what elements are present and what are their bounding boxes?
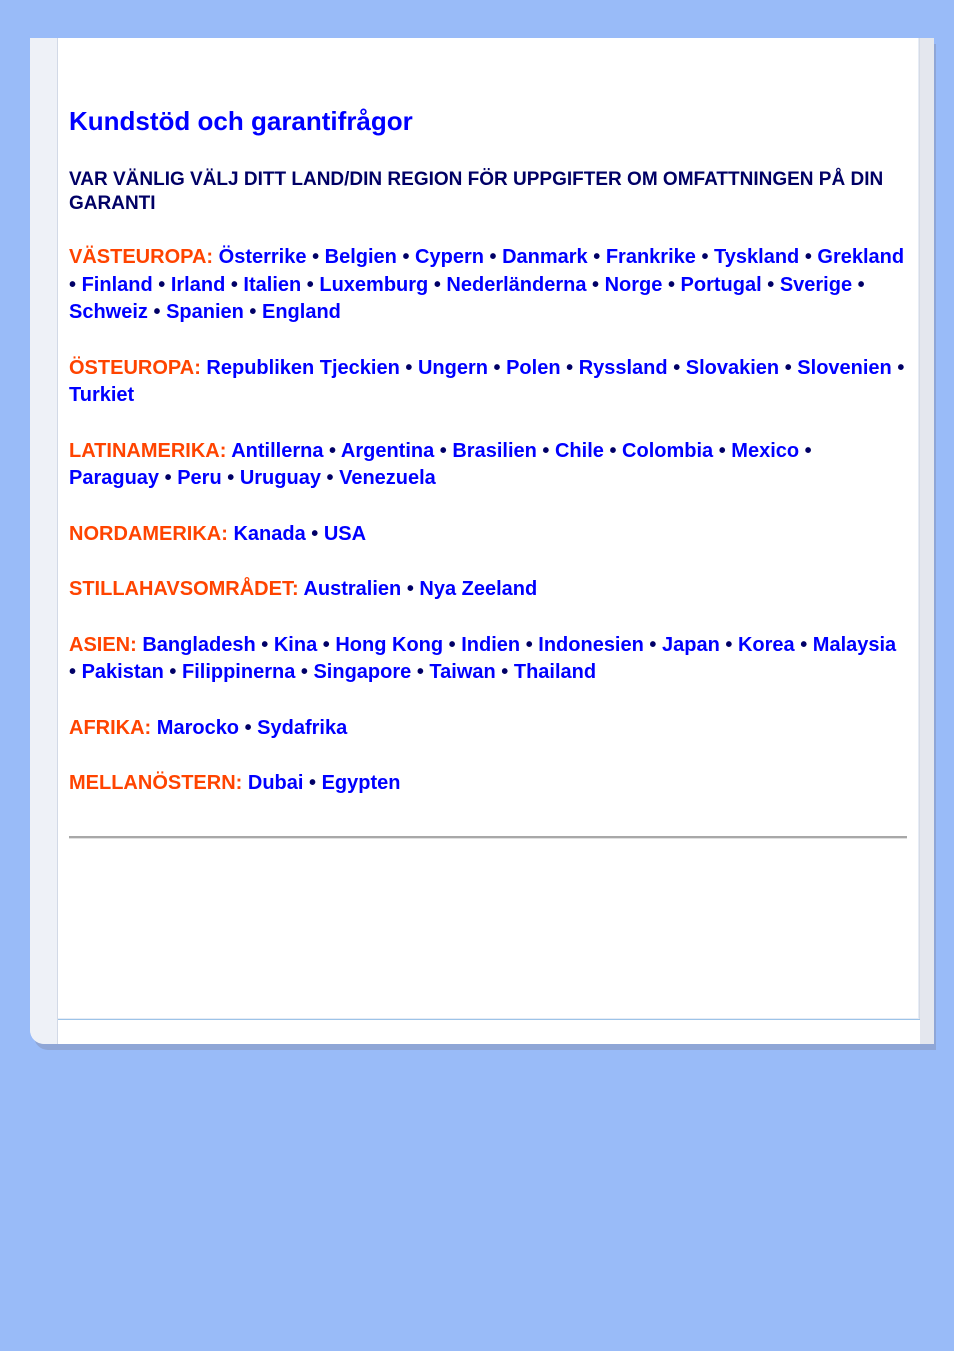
region-list <box>69 244 907 798</box>
bullet-separator: • <box>725 633 733 656</box>
country-link[interactable]: Colombia <box>622 439 714 462</box>
country-link[interactable]: Österrike <box>218 246 307 268</box>
bullet-separator: • <box>406 578 414 600</box>
bullet-separator: • <box>593 246 601 268</box>
bullet-separator: • <box>673 356 681 379</box>
country-link[interactable]: Filippinerna <box>181 661 296 683</box>
bullet-separator: • <box>784 356 792 379</box>
bullet-separator: • <box>306 273 314 296</box>
country-link[interactable]: Venezuela <box>339 467 436 489</box>
page-title: Kundstöd och garantifrågor <box>69 106 413 136</box>
country-link[interactable]: Norge <box>604 273 663 296</box>
country-link[interactable]: Argentina <box>340 439 435 462</box>
country-link[interactable]: Taiwan <box>429 661 496 683</box>
bullet-separator: • <box>230 273 238 296</box>
instruction-text: VAR VÄNLIG VÄLJ DITT LAND/DIN REGION FÖR UPPGIFTER OM OMFATTNINGEN PÅ DIN GARANTI <box>69 169 884 214</box>
country-link[interactable]: Australien <box>303 578 402 600</box>
bullet-separator: • <box>158 273 166 296</box>
main-content <box>69 104 907 798</box>
country-link[interactable]: Danmark <box>502 246 588 268</box>
region-block <box>69 438 907 493</box>
region-label: MELLANÖSTERN: <box>69 772 243 794</box>
bullet-separator: • <box>312 246 320 268</box>
region-label: ÖSTEUROPA: <box>69 356 201 379</box>
country-link[interactable]: Pakistan <box>81 661 164 683</box>
bullet-separator: • <box>164 467 172 489</box>
bullet-separator: • <box>609 439 617 462</box>
country-link[interactable]: Chile <box>554 439 604 462</box>
bullet-separator: • <box>767 273 775 296</box>
country-link[interactable]: Brasilien <box>452 439 537 462</box>
region-block <box>69 632 907 687</box>
bullet-separator: • <box>69 661 77 683</box>
region-label: VÄSTEUROPA: <box>69 246 214 268</box>
region-block <box>69 715 907 743</box>
left-margin-rail <box>30 38 58 1044</box>
bullet-separator: • <box>261 633 269 656</box>
country-link[interactable]: Ryssland <box>578 356 668 379</box>
country-link[interactable]: Hong Kong <box>335 633 444 656</box>
region-block <box>69 770 907 798</box>
country-link[interactable]: Frankrike <box>605 246 696 268</box>
bullet-separator: • <box>416 661 424 683</box>
bullet-separator: • <box>405 356 413 379</box>
region-block <box>69 521 907 549</box>
country-link[interactable]: Finland <box>81 273 153 296</box>
bullet-separator: • <box>592 273 600 296</box>
country-link[interactable]: Turkiet <box>69 384 135 406</box>
country-link[interactable]: Ungern <box>417 356 488 379</box>
bottom-strip <box>58 1019 920 1044</box>
bullet-separator: • <box>300 661 308 683</box>
country-link[interactable]: Nya Zeeland <box>419 578 538 600</box>
bullet-separator: • <box>649 633 657 656</box>
country-link[interactable]: Japan <box>661 633 720 656</box>
country-link[interactable]: Thailand <box>513 661 597 683</box>
country-link[interactable]: Tyskland <box>714 246 800 268</box>
bullet-separator: • <box>244 716 252 739</box>
country-link[interactable]: Slovakien <box>685 356 780 379</box>
bullet-separator: • <box>493 356 501 379</box>
region-label: STILLAHAVSOMRÅDET: <box>69 578 299 600</box>
bullet-separator: • <box>448 633 456 656</box>
bullet-separator: • <box>701 246 709 268</box>
country-link[interactable]: Dubai <box>247 772 304 794</box>
country-link[interactable]: Luxemburg <box>319 273 429 296</box>
country-link[interactable]: Indien <box>461 633 521 656</box>
bullet-separator: • <box>169 661 177 683</box>
country-link[interactable]: Sydafrika <box>257 716 348 739</box>
bullet-separator: • <box>311 522 319 545</box>
country-link[interactable]: Belgien <box>324 246 397 268</box>
bullet-separator: • <box>667 273 675 296</box>
bullet-separator: • <box>804 439 812 462</box>
bottom-divider <box>69 836 907 839</box>
bullet-separator: • <box>501 661 509 683</box>
country-link[interactable]: Irland <box>170 273 226 296</box>
region-block <box>69 355 907 410</box>
region-block <box>69 576 907 604</box>
bullet-separator: • <box>439 439 447 462</box>
bullet-separator: • <box>857 273 865 296</box>
country-link[interactable]: Egypten <box>321 772 401 794</box>
country-link[interactable]: Mexico <box>731 439 800 462</box>
bullet-separator: • <box>249 301 257 323</box>
bullet-separator: • <box>718 439 726 462</box>
region-label: ASIEN: <box>69 633 137 656</box>
country-link[interactable]: Singapore <box>313 661 412 683</box>
country-link[interactable]: Antillerna <box>231 439 324 462</box>
country-link[interactable]: Bangladesh <box>142 633 256 656</box>
bullet-separator: • <box>525 633 533 656</box>
bullet-separator: • <box>322 633 330 656</box>
bullet-separator: • <box>433 273 441 296</box>
country-link[interactable]: Uruguay <box>239 467 321 489</box>
country-link[interactable]: Schweiz <box>69 301 148 323</box>
bullet-separator: • <box>329 439 337 462</box>
bullet-separator: • <box>566 356 574 379</box>
country-link[interactable]: Paraguay <box>69 467 160 489</box>
country-link[interactable]: Grekland <box>817 246 905 268</box>
country-link[interactable]: Kanada <box>233 522 306 545</box>
region-label: NORDAMERIKA: <box>69 522 228 545</box>
country-link[interactable]: Sverige <box>779 273 853 296</box>
region-block <box>69 244 907 327</box>
bullet-separator: • <box>309 772 317 794</box>
country-link[interactable]: Cypern <box>415 246 484 268</box>
country-link[interactable]: Polen <box>506 356 561 379</box>
bullet-separator: • <box>227 467 235 489</box>
bullet-separator: • <box>800 633 808 656</box>
country-link[interactable]: Republiken Tjeckien <box>206 356 400 379</box>
bullet-separator: • <box>542 439 550 462</box>
country-link[interactable]: Marocko <box>156 716 240 739</box>
bullet-separator: • <box>489 246 497 268</box>
bullet-separator: • <box>326 467 334 489</box>
bullet-separator: • <box>402 246 410 268</box>
country-link[interactable]: Peru <box>177 467 222 489</box>
bullet-separator: • <box>69 273 77 296</box>
country-link[interactable]: Malaysia <box>812 633 897 656</box>
bullet-separator: • <box>897 356 905 379</box>
country-link[interactable]: Nederländerna <box>446 273 587 296</box>
country-link[interactable]: Kina <box>273 633 318 656</box>
country-link[interactable]: Italien <box>243 273 302 296</box>
country-link[interactable]: England <box>262 301 341 323</box>
country-link[interactable]: Portugal <box>680 273 762 296</box>
country-link[interactable]: USA <box>323 522 367 545</box>
right-scroll-rail <box>919 38 934 1044</box>
country-link[interactable]: Spanien <box>166 301 244 323</box>
country-link[interactable]: Indonesien <box>538 633 644 656</box>
region-label: LATINAMERIKA: <box>69 439 227 462</box>
bullet-separator: • <box>153 301 161 323</box>
country-link[interactable]: Korea <box>737 633 795 656</box>
region-label: AFRIKA: <box>69 716 152 739</box>
country-link[interactable]: Slovenien <box>797 356 892 379</box>
bullet-separator: • <box>804 246 812 268</box>
